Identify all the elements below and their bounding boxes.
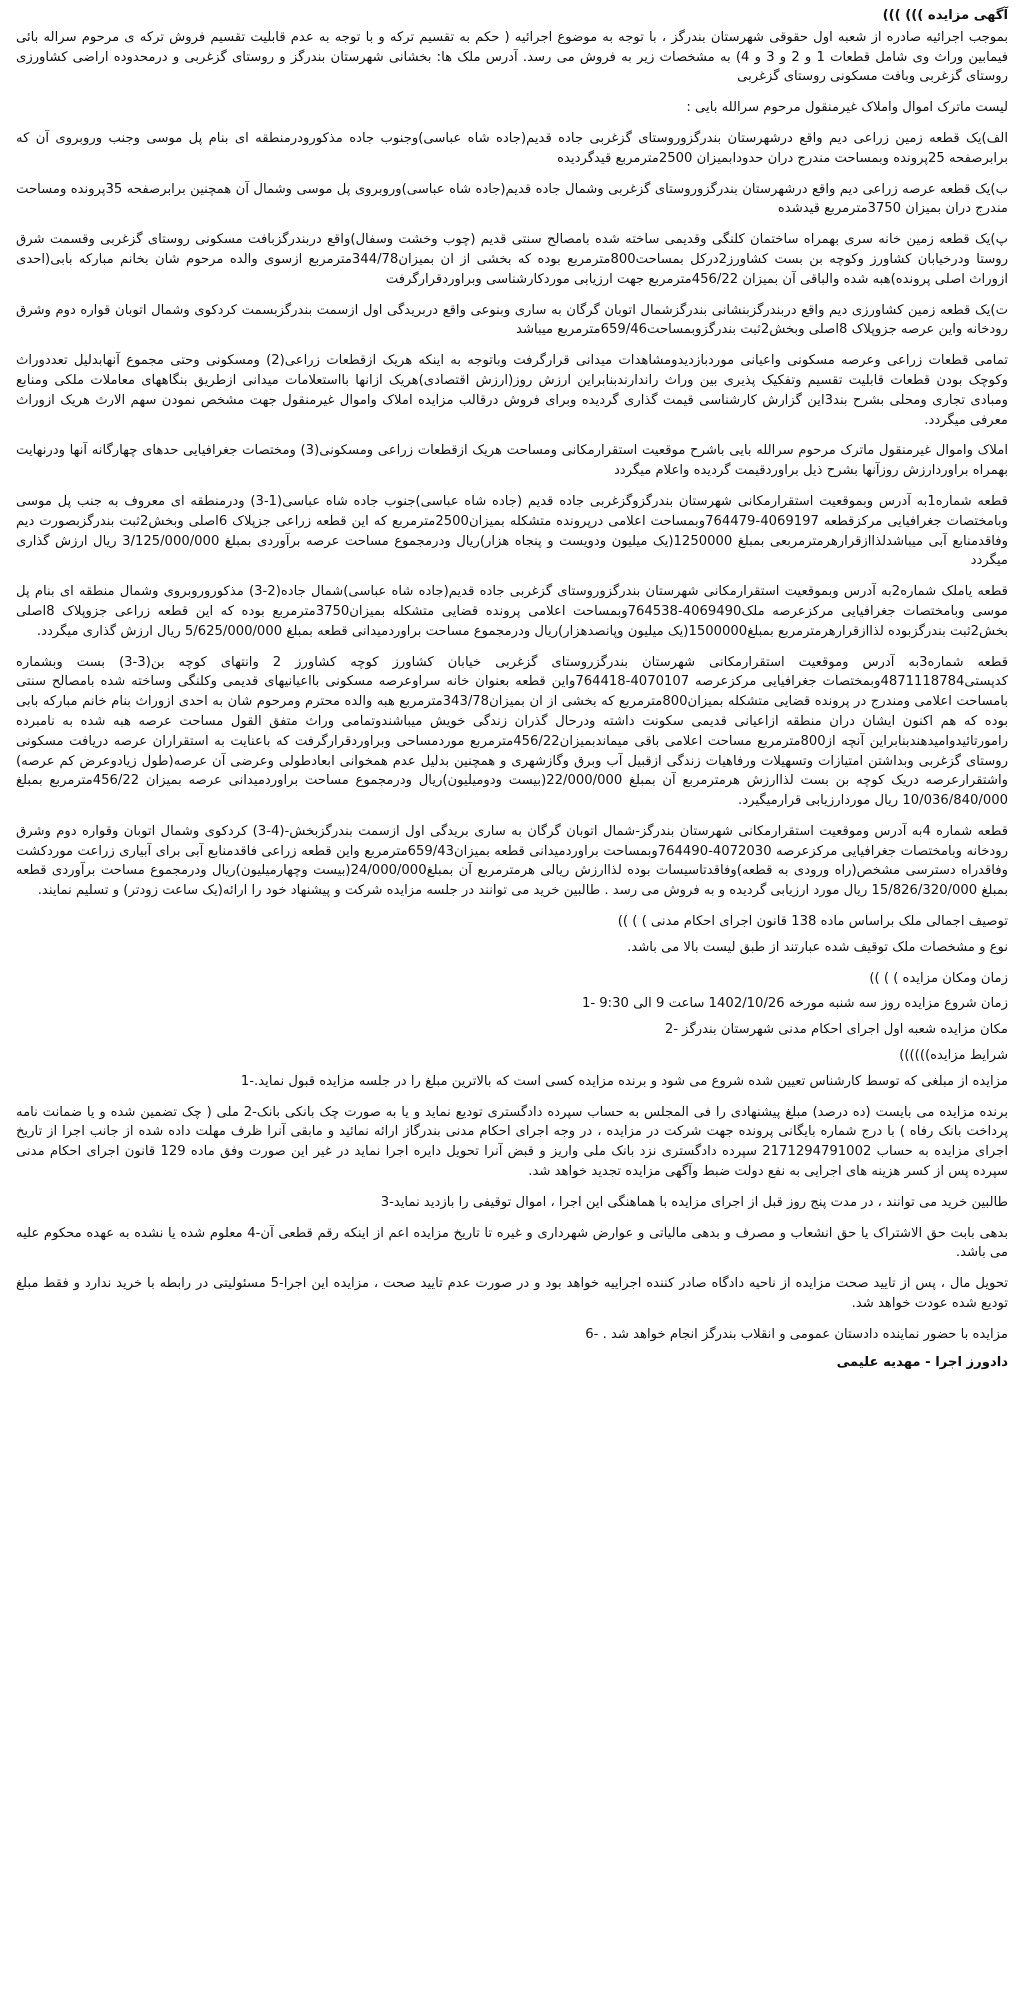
estate-item-pe: پ)یک قطعه زمین خانه سری بهمراه ساختمان کلنگی وقدیمی ساخته شده بامصالح سنتی قدیم (چوب وخشت وسفال)واقع دربندرگزبافت مسکونی روستای گزغربی وقسمت شرق روستا ودرخیابان کشاورز وکوچه بن بست کشاورز2درکل بمساحت800مترمربع بوده که بخشی از ان بمیزان344/78مترمربع ازسوی والده مرحوم شان بخانم مبارکه بابی(احدی ازوراث اصلی پرونده)هبه شده والباقی آن بمیزان 456/22مترمربع جهت ارزیابی موردکارشناسی وبراوردقرارگرفت — [16, 232, 1008, 287]
estate-item-alef: الف)یک قطعه زمین زراعی دیم واقع درشهرستان بندرگزوروستای گزغربی جاده قدیم(جاده شاه عباسی)وجنوب جاده مذکورودرمنطقه ای بنام پل موسی وجنب وروبروی آن که برابرصفحه 25پرونده وبمساحت مندرج دران حدودابمیزان 2500مترمربع قیدگردیده — [16, 130, 1008, 166]
parcel-2-description: قطعه یاملک شماره2به آدرس وبموقعیت استقرارمکانی شهرستان بندرگزوروستای گزغربی جاده قدیم(جاده شاه عباسی)شمال جاده(2-3) مذکوروروبروی وشمال منطقه ای بنام پل موسی وبامختصات جغرافیایی مرکزعرصه ملک4069490-764538وبمساحت اعلامی پرونده قضایی متشکله بمیزان3750مترمربع بوده که این قطعه زراعی جزوپلاک 8اصلی بخش2ثبت بندرگزبوده لذاازقرارهرمترمربع بمبلغ1500000(یک میلیون وپانصدهزار)ریال ودرمجموع مساحت براوردمیدانی قطعه بمبلغ 5/625/000/000 ریال ارزش گذاری میگردد. — [16, 584, 1008, 639]
conditions-heading: شرایط مزایده)))))) — [899, 1048, 1008, 1064]
estate-item-te: ت)یک قطعه زمین کشاورزی دیم واقع دربندرگزبنشانی بندرگزشمال اتوبان گرگان به ساری وبنوعی واقع دربریدگی اول ازسمت بندرگزبسمت کردکوی وشمال اتوبان قواره دوم وشرق رودخانه واین عرصه جزوپلاک 8اصلی وبخش2ثبت بندرگزوبمساحت659/46مترمربع میباشد — [16, 302, 1008, 338]
valuation-paragraph-2: تمامی قطعات زراعی وعرصه مسکونی واعیانی موردبازدیدومشاهدات میدانی قرارگرفت وباتوجه به اینکه هریک ازقطعات زراعی(2) ومسکونی وحتی مجموع آنهابدلیل تعددوراث وکوچک بودن قطعات قابلیت تقسیم وتفکیک پذیری بین وراث راندارندبنابراین ارزش روز(ارزش اقتصادی)هریک ازانها بااستعلامات میدانی ازطریق بنگاههای معاملات ملکی ومنابع ومبادی تجاری ومحلی بشرح بند3این گزارش کارشناسی قیمت گذاری گردیده وبرای فروش درقالب مزایده املاک واموال غیرمنقول جهت مشخص نمودن سهم الارث هریک ازوراث معرفی میگردد. — [16, 353, 1008, 428]
condition-6: مزایده با حضور نماینده دادستان عمومی و انقلاب بندرگز انجام خواهد شد . -6 — [585, 1326, 1008, 1342]
estate-item-be: ب)یک قطعه عرصه زراعی دیم واقع درشهرستان بندرگزوروستای گزغربی وشمال جاده قدیم(جاده شاه عباسی)وروبروی پل موسی وشمال آن همچنین برابرصفحه 35پرونده ومساحت مندرج دران بمیزان 3750مترمربع قیدشده — [16, 181, 1008, 217]
parcel-1-description: قطعه شماره1به آدرس وبموقعیت استقرارمکانی شهرستان بندرگزوگزغربی جاده قدیم (جاده شاه عباسی)جنوب جاده شاه عباسی(1-3) ودرمنطقه ای معروف به جنب پل موسی وبامختصات جغرافیایی مرکزقطعه 4069197-764479وبمساحت اعلامی درپرونده متشکله بمیزان2500مترمربع که این قطعه زراعی جزپلاک 6اصلی وبخش2ثبت بندرگزبصورت دیم وفاقدمنابع آبی میباشدلذاازقرارهرمترمربعی بمبلغ 1250000(یک میلیون ودویست و پنجاه هزار)ریال ودرمجموع مساحت عرصه برآوردی بمبلغ 3/125/000/000 ریال ارزش گذاری میگردد — [16, 493, 1009, 569]
condition-5: تحویل مال ، پس از تایید صحت مزایده از ناحیه دادگاه صادر کننده اجراییه خواهد بود و در صورت عدم تایید صحت ، مزایده این اجرا-5 مسئولیتی در رابطه با خرید ندارد و فقط مبلغ تودیع شده عودت خواهد شد. — [16, 1276, 1008, 1312]
condition-2: برنده مزایده می بایست (ده درصد) مبلغ پیشنهادی را فی المجلس به حساب سپرده دادگستری تودیع نماید و یا به صورت چک بانکی بانک-2 ملی ( چک تضمین شده و یا ضمانت نامه پرداخت بانک رفاه ) با درج شماره بایگانی پرونده جهت شرکت در مزایده ، در وجه اجرای احکام مدنی بندرگاز ارائه نمائید و مابقی آنرا ظرف مهلت داده شده از جانب اجرا از تاریخ اجرای مزایده به حساب 2171294791002 سپرده دادگستری نزد بانک ملی واریز و قبض آنرا تحویل دایره اجرا نماید در غیر این صورت وفق ماده 129 قانون اجرای احکام مدنی سپرده پس از کسر هزینه های اجرایی به نفع دولت ضبط وآگهی مزایده تجدید خواهد شد. — [16, 1104, 1009, 1180]
condition-4: بدهی بابت حق الاشتراک یا حق انشعاب و مصرف و بدهی مالیاتی و عوارض شهرداری و غیره تا تاریخ مزایده اعم از اینکه رقم قطعی آن-4 معلوم شده یا نشده به عهده محکوم علیه می باشد. — [16, 1225, 1008, 1261]
signature-line: دادورز اجرا - مهدیه علیمی — [836, 1354, 1008, 1370]
condition-3: طالبین خرید می توانند ، در مدت پنج روز قبل از اجرای مزایده با هماهنگی این اجرا ، اموال توقیفی را بازدید نماید-3 — [380, 1194, 1008, 1210]
time-place-heading: زمان ومکان مزایده ) ) )) — [869, 970, 1008, 986]
condition-1: مزایده از مبلغی که توسط کارشناس تعیین شده شروع می شود و برنده مزایده کسی است که بالاترین مبلغ را در جلسه مزایده قبول نماید.-1 — [240, 1073, 1008, 1089]
auction-start-time: زمان شروع مزایده روز سه شنبه مورخه 1402/10/26 ساعت 9 الی 9:30 -1 — [581, 996, 1008, 1012]
property-summary-line: توصیف اجمالی ملک براساس ماده 138 قانون اجرای احکام مدنی ) ) )) — [617, 914, 1008, 930]
estate-list-heading: لیست ماترک اموال واملاک غیرمنقول مرحوم سرالله بایی : — [686, 100, 1008, 116]
parcel-3-description: قطعه شماره3به آدرس وموقعیت استقرارمکانی شهرستان بندرگزروستای گزغربی خیابان کشاورز کوچه کشاورز 2 وانتهای کوچه بن(3-3) بست وبشماره کدپستی4871118784وبمختصات جغرافیایی مرکزعرصه 4070107-764418واین قطعه بعنوان خانه سراوعرصه مسکونی بااعیانیهای قدیمی وکلنگی وساخته شده بامصالح سنتی بامساحت اعلامی ومندرج در پرونده قضایی متشکله بمیزان800مترمربع که بخشی از ان بمیزان343/78مترمربع هبه والده محترم ومرحوم شان به احدی ازوراث بنام خانم مبارکه بابی بوده که هم اکنون ایشان دران منطقه ازاعیانی قدیمی سکونت داشته ودرحال گذران زندگی خویش میباشندوتمامی وراث متفق القول مساحت عرصه هبه شده به نامبرده رامورتائیدوامیدهندبنابراین آنچه از800مترمربع مساحت اعلامی باقی میماندبمیزان456/22مترمربع موردمساحی وبراوردقرارگرفت که باعنایت به استقراران عرصه دریافت مسکونی روستای گزغربی وبداشتن امتیازات وتسهیلات ورفاهیات زندگی ازقبیل آب وبرق وگازشهری و همچنین بدلیل عدم همخوانی ابعادطولی وعرضی آن عرصه(طول زیادوعرض کم عرصه) واشتقرارعرصه دریک کوچه بن بست لذاارزش هرمترمربع آن بمبلغ 22/000/000(بیست ودومیلیون)ریال ودرمجموع مساحت براوردمیدانی عرصه بمیزان 456/22مترمربع بمبلغ 10/036/840/000 ریال موردارزیابی قرارمیگیرد. — [16, 654, 1008, 809]
notice-intro: بموجب اجرائیه صادره از شعبه اول حقوقی شهرستان بندرگز ، با توجه به موضوع اجرائیه ( حکم به تقسیم ترکه و با توجه به عدم قابلیت تقسیم فروش ترکه ی مرحوم سراله بائی فیمابین وراث وی شامل قطعات 1 و 2 و 3 و 4) به مشخصات زیر به فروش می رسد. آدرس ملک ها: بخشانی شهرستان بندرگز و روستای گزغربی و درمحدوده اراضی کشاورزی روستای گزغربی وبافت مسکونی روستای گزغربی — [16, 29, 1009, 85]
parcel-4-description: قطعه شماره 4به آدرس وموقعیت استقرارمکانی شهرستان بندرگز-شمال اتوبان گرگان به ساری بریدگی اول ازسمت بندرگزبخش-(4-3) کردکوی وشمال اتوبان وقواره دوم وشرق رودخانه وبامختصات جغرافیایی مرکزعرصه 4072030-764490وبمساحت براوردمیدانی قطعه بمیزان659/43مترمربع واین قطعه زراعی فاقدمنابع آبی برای آبیاری زراعت موردکشت وفاقدراه دسترسی مشخص(راه ورودی به قطعه)وفاقدتاسیسات بوده لذاارزش ریالی هرمترمربع آن بمبلغ24/000/000(بیست وچهارمیلیون)ریال ودرمجموع مساحت برآوردی قطعه بمبلغ 15/826/320/000 ریال مورد ارزیابی گردیده و به فروش می رسد . طالبین خرید می توانند در جلسه مزایده شرکت و پیشنهاد خود را ارائه(یک ساعت زودتر) و تسلیم نمایند. — [16, 823, 1008, 899]
property-type-line: نوع و مشخصات ملک توقیف شده عبارتند از طبق لیست بالا می باشد. — [627, 939, 1008, 955]
valuation-paragraph-3: املاک واموال غیرمنقول ماترک مرحوم سرالله بایی باشرح موقعیت استقرارمکانی ومساحت هریک ازقطعات زراعی ومسکونی(3) ومختصات جغرافیایی حدهای چهارگانه آنها ودرنهایت بهمراه براوردارزش روزآنها بشرح ذیل براوردقیمت گردیده واعلام میگردد — [16, 443, 1008, 479]
notice-title: آگهی مزایده ))) ))) — [882, 8, 1008, 23]
auction-location: مکان مزایده شعبه اول اجرای احکام مدنی شهرستان بندرگز -2 — [664, 1022, 1008, 1038]
